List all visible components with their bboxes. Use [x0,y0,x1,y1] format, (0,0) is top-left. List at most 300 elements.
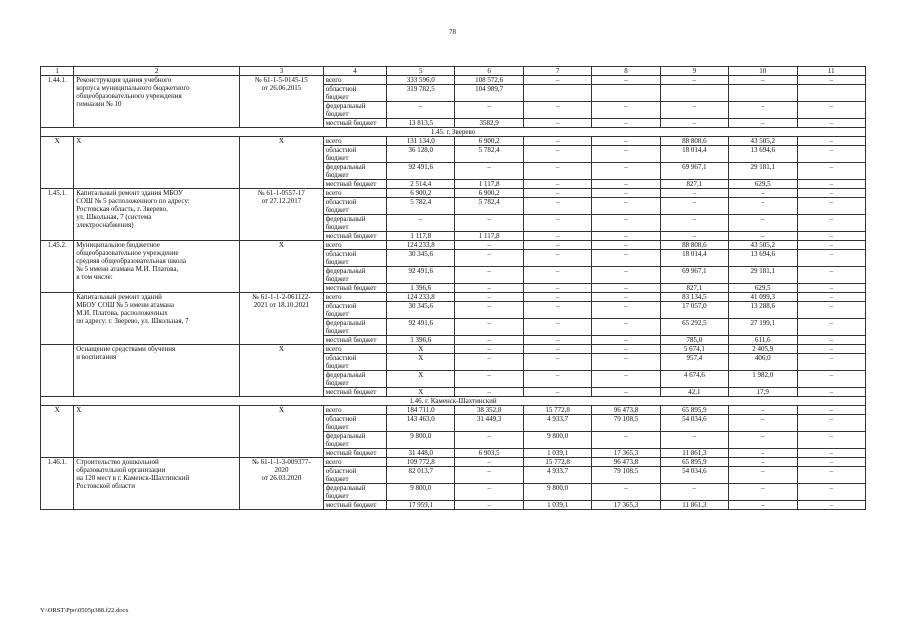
amount-cell: – [797,76,866,85]
amount-cell: 6 903,5 [455,449,523,458]
amount-cell: 143 463,0 [387,415,455,432]
amount-cell: 31 448,0 [387,449,455,458]
amount-cell: 17,9 [729,388,797,397]
amount-cell: – [523,267,591,284]
amount-cell: – [797,137,866,146]
amount-cell: – [592,119,660,128]
amount-cell: 131 134,0 [387,137,455,146]
amount-cell: 406,0 [729,354,797,371]
amount-cell: – [592,241,660,250]
amount-cell: 1 982,0 [729,371,797,388]
amount-cell: – [729,415,797,432]
amount-cell: Х [387,388,455,397]
amount-cell: – [660,198,728,215]
amount-cell: – [797,501,866,510]
column-number: 6 [455,67,523,76]
document-number: Х [240,406,324,458]
amount-cell: 2 514,4 [387,180,455,189]
amount-cell: 957,4 [660,354,728,371]
document-number: Х [240,241,324,293]
amount-cell: – [729,484,797,501]
amount-cell: – [523,180,591,189]
item-name: Капитальный ремонт зданий МБОУ СОШ № 5 имени атамана М.И. Платова, расположенных по адресу: г. Зверево, ул. Школьная, 7 [74,293,240,345]
amount-cell: – [523,345,591,354]
funding-source: всего [323,458,386,467]
amount-cell: – [592,76,660,85]
funding-source: областной бюджет [323,415,386,432]
item-number: 1.46.1. [41,458,74,510]
table-row [41,406,866,415]
amount-cell: – [797,293,866,302]
amount-cell: – [455,432,523,449]
amount-cell: – [592,388,660,397]
funding-source: местный бюджет [323,388,386,397]
table-row [41,189,866,198]
amount-cell: – [523,241,591,250]
amount-cell: 124 233,8 [387,241,455,250]
amount-cell: – [455,484,523,501]
funding-source: всего [323,293,386,302]
amount-cell: – [455,388,523,397]
amount-cell: – [523,76,591,85]
amount-cell: 27 199,1 [729,319,797,336]
amount-cell: – [592,250,660,267]
amount-cell: – [797,336,866,345]
amount-cell: 3582,9 [455,119,523,128]
amount-cell: – [523,198,591,215]
amount-cell: – [523,336,591,345]
amount-cell: 4 674,6 [660,371,728,388]
page-number: 78 [449,28,456,36]
amount-cell: – [797,163,866,180]
amount-cell: – [797,406,866,415]
amount-cell: 319 782,5 [387,85,455,102]
amount-cell: 104 989,7 [455,85,523,102]
funding-source: областной бюджет [323,85,386,102]
amount-cell: 42,1 [660,388,728,397]
amount-cell: – [455,467,523,484]
amount-cell: – [592,293,660,302]
amount-cell: – [797,432,866,449]
amount-cell: 17 959,1 [387,501,455,510]
amount-cell: – [523,119,591,128]
column-number: 10 [729,67,797,76]
amount-cell: – [592,102,660,119]
amount-cell: – [729,215,797,232]
amount-cell: 13 813,5 [387,119,455,128]
amount-cell: – [455,319,523,336]
amount-cell: – [729,198,797,215]
section-title: 1.46. г. Каменск-Шахтинский [41,397,866,406]
amount-cell: – [729,232,797,241]
amount-cell: – [523,293,591,302]
amount-cell: 82 013,7 [387,467,455,484]
amount-cell: – [523,163,591,180]
amount-cell: – [523,371,591,388]
amount-cell: – [592,189,660,198]
funding-source: местный бюджет [323,232,386,241]
amount-cell: – [797,345,866,354]
item-number: 1.45.2. [41,241,74,293]
amount-cell: – [660,102,728,119]
amount-cell: 109 772,8 [387,458,455,467]
item-name: Капитальный ремонт здания МБОУ СОШ № 5 расположенного по адресу: Ростовская область, г. Зверево, ул. Школьная, 7 (система электроснабжения) [74,189,240,241]
amount-cell: 15 772,8 [523,458,591,467]
funding-source: федеральный бюджет [323,215,386,232]
amount-cell: 1 117,8 [387,232,455,241]
column-number-row [41,67,866,76]
amount-cell: – [797,467,866,484]
amount-cell: – [455,241,523,250]
amount-cell: – [592,146,660,163]
amount-cell: – [455,501,523,510]
amount-cell: – [797,119,866,128]
funding-source: местный бюджет [323,119,386,128]
amount-cell: – [729,467,797,484]
amount-cell: – [387,215,455,232]
amount-cell: – [523,189,591,198]
amount-cell: – [592,163,660,180]
amount-cell: 83 134,5 [660,293,728,302]
file-path-footer: Y:\ORST\Ppo\0505p388.f22.docx [40,607,129,614]
amount-cell: 79 108,5 [592,467,660,484]
column-number: 8 [592,67,660,76]
amount-cell: – [592,354,660,371]
amount-cell: – [797,449,866,458]
amount-cell: 108 572,6 [455,76,523,85]
amount-cell: 18 014,4 [660,146,728,163]
amount-cell: 31 449,3 [455,415,523,432]
amount-cell: – [523,388,591,397]
funding-source: всего [323,345,386,354]
amount-cell: – [523,284,591,293]
amount-cell: 41 099,3 [729,293,797,302]
amount-cell: 29 181,1 [729,267,797,284]
amount-cell: 1 117,8 [455,232,523,241]
amount-cell [592,85,660,102]
amount-cell: – [455,267,523,284]
column-number: 11 [797,67,866,76]
amount-cell: 43 505,2 [729,137,797,146]
document-number: № 61-1-1-2-061122- 2021 от 18.10.2021 [240,293,324,345]
item-name: Х [74,406,240,458]
amount-cell: 629,5 [729,284,797,293]
amount-cell: – [455,293,523,302]
funding-source: областной бюджет [323,198,386,215]
amount-cell: 1 396,6 [387,284,455,293]
column-number: 5 [387,67,455,76]
document-number: Х [240,345,324,397]
amount-cell: – [660,76,728,85]
amount-cell: 5 674,1 [660,345,728,354]
amount-cell: 65 895,9 [660,406,728,415]
amount-cell: – [797,484,866,501]
amount-cell: – [592,267,660,284]
amount-cell: – [797,198,866,215]
section-row [41,397,866,406]
amount-cell: – [797,458,866,467]
amount-cell: – [729,432,797,449]
amount-cell: – [592,432,660,449]
amount-cell: 29 181,1 [729,163,797,180]
amount-cell: – [455,458,523,467]
amount-cell: – [660,432,728,449]
amount-cell: 13 694,6 [729,146,797,163]
amount-cell: 124 233,8 [387,293,455,302]
amount-cell: 6 900,2 [455,137,523,146]
funding-source: местный бюджет [323,284,386,293]
amount-cell: – [455,163,523,180]
funding-source: федеральный бюджет [323,432,386,449]
amount-cell: 17 365,3 [592,501,660,510]
amount-cell: – [797,354,866,371]
item-number [41,293,74,345]
amount-cell: – [523,215,591,232]
funding-source: федеральный бюджет [323,484,386,501]
amount-cell: 4 933,7 [523,467,591,484]
item-number: Х [41,406,74,458]
amount-cell: 1 039,1 [523,449,591,458]
funding-source: федеральный бюджет [323,371,386,388]
amount-cell: 827,1 [660,284,728,293]
amount-cell: 4 933,7 [523,415,591,432]
amount-cell: 92 491,6 [387,319,455,336]
amount-cell: – [797,250,866,267]
amount-cell: 92 491,6 [387,267,455,284]
funding-source: федеральный бюджет [323,267,386,284]
amount-cell: 15 772,8 [523,406,591,415]
amount-cell: 6 900,2 [387,189,455,198]
amount-cell: 9 800,0 [387,432,455,449]
amount-cell: – [455,102,523,119]
amount-cell: 5 782,4 [387,198,455,215]
document-number: № 61-1-1-3-009377- 2020 от 26.03.2020 [240,458,324,510]
column-number: 7 [523,67,591,76]
amount-cell: 54 034,6 [660,415,728,432]
amount-cell: – [797,415,866,432]
amount-cell: – [523,146,591,163]
amount-cell: – [592,215,660,232]
funding-source: федеральный бюджет [323,319,386,336]
amount-cell [523,85,591,102]
document-number: № 61-1-5-0145-15 от 26.06.2015 [240,76,324,128]
amount-cell: – [797,284,866,293]
section-row [41,128,866,137]
document-number: Х [240,137,324,189]
amount-cell: – [797,215,866,232]
amount-cell: – [523,250,591,267]
amount-cell: – [660,119,728,128]
amount-cell: – [797,371,866,388]
amount-cell: – [729,76,797,85]
amount-cell: – [455,336,523,345]
amount-cell: – [592,336,660,345]
amount-cell: – [797,232,866,241]
column-number: 3 [240,67,324,76]
amount-cell [797,85,866,102]
table-row [41,241,866,250]
amount-cell: 5 782,4 [455,198,523,215]
funding-source: областной бюджет [323,250,386,267]
table-row [41,345,866,354]
item-number: Х [41,137,74,189]
column-number: 1 [41,67,74,76]
amount-cell: – [592,284,660,293]
amount-cell: 92 491,6 [387,163,455,180]
column-number: 9 [660,67,728,76]
amount-cell: – [729,449,797,458]
table-row [41,293,866,302]
amount-cell: 96 473,8 [592,406,660,415]
amount-cell: – [592,232,660,241]
amount-cell: Х [387,354,455,371]
item-name: Оснащение средствами обучения и воспитания [74,345,240,397]
amount-cell: – [455,354,523,371]
amount-cell: – [797,102,866,119]
amount-cell: Х [387,371,455,388]
amount-cell: 88 808,6 [660,137,728,146]
amount-cell: 30 345,6 [387,250,455,267]
amount-cell: – [797,180,866,189]
amount-cell: 9 800,0 [523,432,591,449]
amount-cell: – [592,484,660,501]
amount-cell: 13 288,6 [729,302,797,319]
funding-source: областной бюджет [323,354,386,371]
funding-source: федеральный бюджет [323,102,386,119]
amount-cell: Х [387,345,455,354]
funding-source: областной бюджет [323,467,386,484]
amount-cell: – [523,354,591,371]
amount-cell: – [592,302,660,319]
amount-cell: 333 596,0 [387,76,455,85]
funding-source: местный бюджет [323,449,386,458]
amount-cell: – [523,102,591,119]
amount-cell: 96 473,8 [592,458,660,467]
item-name: Реконструкция здания учебного корпуса муниципального бюджетного общеобразовательного учреждения гимназии № 10 [74,76,240,128]
amount-cell: 2 405,9 [729,345,797,354]
column-number: 2 [74,67,240,76]
amount-cell: – [797,319,866,336]
amount-cell: – [660,232,728,241]
section-title: 1.45. г. Зверево [41,128,866,137]
funding-source: местный бюджет [323,501,386,510]
amount-cell: 11 861,3 [660,449,728,458]
amount-cell: 11 861,3 [660,501,728,510]
amount-cell: – [592,345,660,354]
amount-cell: – [729,406,797,415]
funding-source: всего [323,189,386,198]
amount-cell [729,85,797,102]
amount-cell [660,85,728,102]
amount-cell: 611,6 [729,336,797,345]
amount-cell: – [797,189,866,198]
funding-source: областной бюджет [323,302,386,319]
table-row [41,137,866,146]
column-number: 4 [323,67,386,76]
amount-cell: – [455,302,523,319]
amount-cell: – [455,284,523,293]
item-number: 1.44.1. [41,76,74,128]
amount-cell: – [660,215,728,232]
amount-cell: 54 034,6 [660,467,728,484]
amount-cell: 1 396,6 [387,336,455,345]
amount-cell: – [592,371,660,388]
document-number: № 61-1-0557-17 от 27.12.2017 [240,189,324,241]
amount-cell: 38 352,8 [455,406,523,415]
funding-source: всего [323,137,386,146]
amount-cell: 1 039,1 [523,501,591,510]
item-number: 1.45.1. [41,189,74,241]
amount-cell: – [523,137,591,146]
item-number [41,345,74,397]
amount-cell: – [592,137,660,146]
amount-cell: 827,1 [660,180,728,189]
amount-cell: 13 694,6 [729,250,797,267]
amount-cell: 184 711,0 [387,406,455,415]
amount-cell: 36 128,0 [387,146,455,163]
funding-source: местный бюджет [323,336,386,345]
item-name: Муниципальное бюджетное общеобразовательное учреждение средняя общеобразовательная школа № 5 имени атамана М.И. Платова, в том числе: [74,241,240,293]
funding-source: всего [323,241,386,250]
amount-cell: – [592,198,660,215]
amount-cell: 69 967,1 [660,163,728,180]
amount-cell: 43 505,2 [729,241,797,250]
amount-cell: 629,5 [729,180,797,189]
budget-table [40,66,866,510]
amount-cell: – [660,484,728,501]
amount-cell: – [523,319,591,336]
amount-cell: – [729,102,797,119]
amount-cell: 65 895,9 [660,458,728,467]
amount-cell: 88 808,6 [660,241,728,250]
amount-cell: – [729,458,797,467]
amount-cell: – [797,146,866,163]
amount-cell: 9 800,0 [523,484,591,501]
amount-cell: – [387,102,455,119]
amount-cell: 785,0 [660,336,728,345]
funding-source: всего [323,76,386,85]
amount-cell: – [660,189,728,198]
amount-cell: 17 057,0 [660,302,728,319]
amount-cell: 30 345,6 [387,302,455,319]
amount-cell: 17 365,3 [592,449,660,458]
amount-cell: 9 800,0 [387,484,455,501]
funding-source: всего [323,406,386,415]
amount-cell: – [729,119,797,128]
amount-cell: 18 014,4 [660,250,728,267]
amount-cell: – [592,319,660,336]
amount-cell: – [797,241,866,250]
amount-cell: – [455,215,523,232]
amount-cell: – [455,345,523,354]
amount-cell: – [592,180,660,189]
amount-cell: 1 117,8 [455,180,523,189]
table-row [41,458,866,467]
amount-cell: – [455,250,523,267]
amount-cell: – [523,302,591,319]
amount-cell: 65 292,5 [660,319,728,336]
table-row [41,76,866,85]
item-name: Строительство дошкольной образовательной организации на 120 мест в г. Каменск-Шахтинский Ростовской области [74,458,240,510]
amount-cell: – [455,371,523,388]
amount-cell: – [797,302,866,319]
amount-cell: – [729,501,797,510]
funding-source: областной бюджет [323,146,386,163]
amount-cell: – [523,232,591,241]
amount-cell: 79 108,5 [592,415,660,432]
funding-source: местный бюджет [323,180,386,189]
item-name: Х [74,137,240,189]
